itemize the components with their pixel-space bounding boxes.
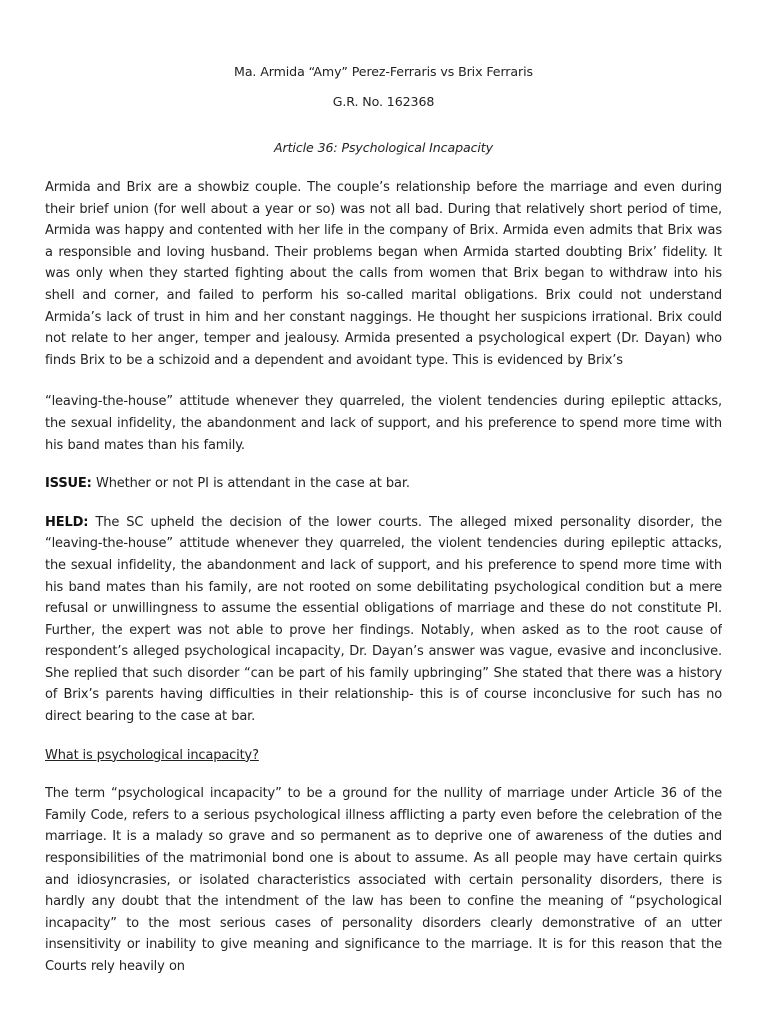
issue-paragraph: [45, 473, 722, 495]
held-label: HELD:: [45, 514, 89, 530]
document-page: [45, 0, 722, 1024]
held-text: The SC upheld the decision of the lower courts. The alleged mixed personality disorder, the “leaving-the-house” attitude whenever they quarreled, the violent tendencies during epileptic attacks, the sexual infidelity, the abandonment and lack of support, and his preference to spend more time with his band mates than his family, are not rooted on some debilitating psychological condition but a mere refusal or unwillingness to assume the essential obligations of marriage and these do not constitute PI. Further, the expert was not able to prove her findings. Notably, when asked as to the root cause of respondent’s alleged psychological incapacity, Dr. Dayan’s answer was vague, evasive and inconclusive. She replied that such disorder “can be part of his family upbringing” She stated that there was a history of Brix’s parents having difficulties in their relationship- this is of course inconclusive for such has no direct bearing to the case at bar.: [45, 514, 722, 725]
gr-number: G.R. No. 162368: [332, 94, 435, 109]
article-heading: Article 36: Psychological Incapacity: [274, 140, 493, 155]
facts-paragraph-1: Armida and Brix are a showbiz couple. The couple’s relationship before the marriage and even during their brief union (for well about a year or so) was not all bad. During that relatively short period of time, Armida was happy and contented with her life in the company of Brix. Armida even admits that Brix was a responsible and loving husband. Their problems began when Armida started doubting Brix’ fidelity. It was only when they started fighting about the calls from women that Brix began to withdraw into his shell and corner, and failed to perform his so-called marital obligations. Brix could not understand Armida’s lack of trust in him and her constant naggings. He thought her suspicions irrational. Brix could not relate to her anger, temper and jealousy. Armida presented a psychological expert (Dr. Dayan) who finds Brix to be a schizoid and a dependent and avoidant type. This is evidenced by Brix’s: [45, 180, 722, 368]
case-title: Ma. Armida “Amy” Perez-Ferraris vs Brix Ferraris: [234, 64, 533, 79]
issue-label: ISSUE:: [45, 476, 92, 492]
issue-text: Whether or not PI is attendant in the case at bar.: [91, 476, 410, 492]
held-paragraph: [45, 512, 722, 728]
definition-paragraph: The term “psychological incapacity” to be a ground for the nullity of marriage under Article 36 of the Family Code, refers to a serious psychological illness afflicting a party even before the celebration of the marriage. It is a malady so grave and so permanent as to deprive one of awareness of the duties and responsibilities of the matrimonial bond one is about to assume. As all people may have certain quirks and idiosyncrasies, or isolated characteristics associated with certain personality disorders, there is hardly any doubt that the intendment of the law has been to confine the meaning of “psychological incapacity” to the most serious cases of personality disorders clearly demonstrative of an utter insensitivity or inability to give meaning and significance to the marriage. It is for this reason that the Courts rely heavily on: [45, 786, 722, 974]
facts-paragraph-2: “leaving-the-house” attitude whenever they quarreled, the violent tendencies during epileptic attacks, the sexual infidelity, the abandonment and lack of support, and his preference to spend more time with his band mates than his family.: [45, 394, 722, 453]
question-heading: What is psychological incapacity?: [45, 747, 259, 763]
